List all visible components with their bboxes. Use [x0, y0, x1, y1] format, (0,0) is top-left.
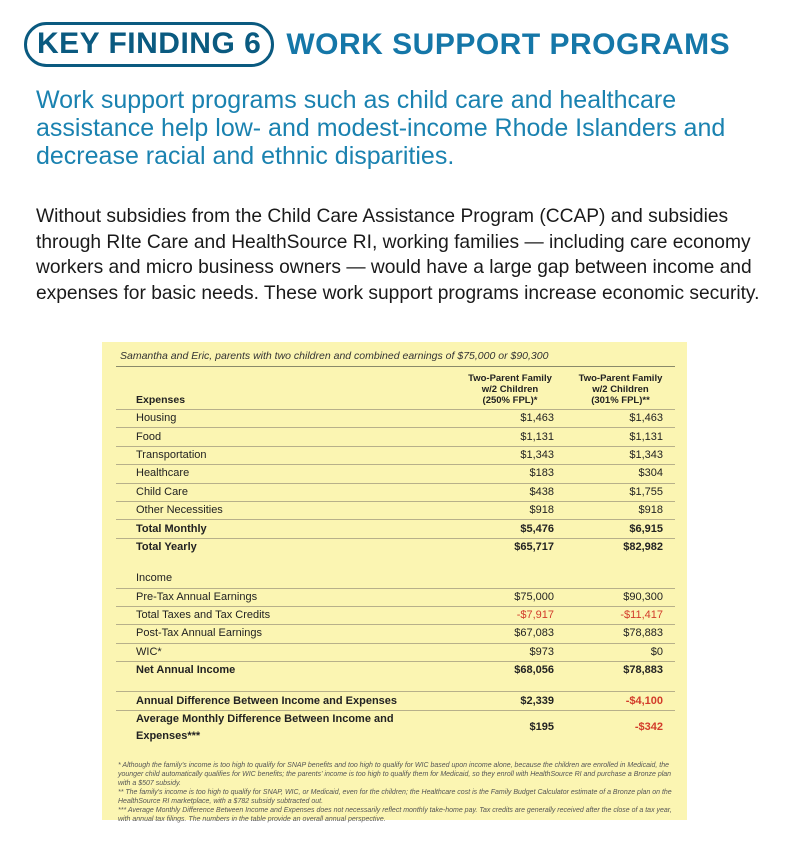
column-header-250fpl	[454, 373, 566, 410]
section-title: WORK SUPPORT PROGRAMS	[286, 27, 731, 61]
row-label: Total Yearly	[116, 538, 454, 556]
subtitle: Work support programs such as child care and healthcare assistance help low- and modest-income Rhode Islanders and decrease racial and ethnic disparities.	[36, 86, 726, 170]
cell-value: $438	[454, 483, 566, 501]
row-label: Pre-Tax Annual Earnings	[116, 588, 454, 606]
income-section-label: Income	[136, 572, 173, 585]
cell-value: $1,131	[454, 428, 566, 446]
cell-value: $1,343	[566, 446, 675, 464]
cell-value: $918	[454, 501, 566, 519]
table-row	[116, 625, 675, 643]
cell-value: $78,883	[566, 662, 675, 680]
page-header	[24, 22, 730, 67]
cell-value-negative: -$342	[566, 710, 675, 745]
cell-value: $2,339	[454, 692, 566, 710]
total-row	[116, 662, 675, 680]
column-header-line: w/2 Children	[481, 384, 539, 395]
column-header-line: (250% FPL)*	[482, 395, 538, 406]
footnote: * Although the family's income is too high to qualify for SNAP benefits and too high to qualify for WIC based upon income alone, because the children are enrolled in Medicaid, the younger child automatically qualifies for WIC benefits; the parents' income is too high to qualify them for Medicaid, so they enroll with HealthSource RI and purchase a Bronze plan with a $507 subsidy.	[118, 761, 672, 787]
table-row	[116, 501, 675, 519]
spacer-row	[116, 679, 675, 692]
cell-value: $1,463	[566, 410, 675, 428]
row-label: Food	[116, 428, 454, 446]
cell-value: $67,083	[454, 625, 566, 643]
spacer-cell	[116, 556, 675, 568]
column-header-line: w/2 Children	[592, 384, 649, 395]
cell-value: $1,343	[454, 446, 566, 464]
cell-value: $195	[454, 710, 566, 745]
cell-value-negative: -$11,417	[566, 606, 675, 624]
cell-value: $65,717	[454, 538, 566, 556]
cell-value: $1,463	[454, 410, 566, 428]
row-label: Housing	[116, 410, 454, 428]
caption-divider	[116, 366, 675, 367]
body-paragraph: Without subsidies from the Child Care Assistance Program (CCAP) and subsidies through RIte Care and HealthSource RI, working families — including care economy workers and micro business owners — would have a large gap between income and expenses for basic needs. These work support programs increase economic security.	[36, 206, 760, 304]
cell-value: $973	[454, 643, 566, 661]
cell-value: $1,131	[566, 428, 675, 446]
expenses-header: Expenses	[136, 394, 186, 406]
spacer-row	[116, 556, 675, 568]
table-row	[116, 643, 675, 661]
cell-value: $183	[454, 465, 566, 483]
total-row	[116, 538, 675, 556]
table-row	[116, 588, 675, 606]
cell-value-negative: -$4,100	[566, 692, 675, 710]
cell-value: $304	[566, 465, 675, 483]
total-row	[116, 520, 675, 538]
row-label: Post-Tax Annual Earnings	[116, 625, 454, 643]
column-header-301fpl	[566, 373, 675, 410]
cell-value: $918	[566, 501, 675, 519]
table-row	[116, 446, 675, 464]
row-label: WIC*	[116, 643, 454, 661]
row-label: Total Monthly	[116, 520, 454, 538]
cell-value: $90,300	[566, 588, 675, 606]
cell-value: $1,755	[566, 483, 675, 501]
column-header-line: (301% FPL)**	[591, 395, 650, 406]
row-label: Transportation	[116, 446, 454, 464]
cell-value: $75,000	[454, 588, 566, 606]
table-caption: Samantha and Eric, parents with two children and combined earnings of $75,000 or $90,300	[120, 350, 549, 362]
cell-value: $82,982	[566, 538, 675, 556]
footnote: ** The family's income is too high to qualify for SNAP, WIC, or Medicaid, even for the children; the Healthcare cost is the Family Budget Calculator estimate of a Bronze plan on the HealthSource RI marketplace, with a $782 subsidy subtracted out.	[118, 788, 672, 805]
table-header-row	[116, 373, 675, 410]
difference-row	[116, 692, 675, 710]
table-row	[116, 410, 675, 428]
column-header-line: Two-Parent Family	[468, 373, 552, 384]
footnote: *** Average Monthly Difference Between Income and Expenses does not necessarily reflect monthly take-home pay. Tax credits are generally received after the close of a tax year, with annual tax filings. The numbers in the table provide an overall annual perspective.	[118, 806, 672, 823]
table-footnotes	[116, 761, 675, 824]
row-label: Net Annual Income	[116, 662, 454, 680]
cell-value: $78,883	[566, 625, 675, 643]
column-header-line: Two-Parent Family	[578, 373, 663, 384]
row-label: Child Care	[116, 483, 454, 501]
cell-value: $0	[566, 643, 675, 661]
cell-value: $6,915	[566, 520, 675, 538]
spacer-cell	[116, 679, 675, 692]
row-label: Average Monthly Difference Between Income and Expenses***	[116, 710, 454, 745]
income-section-row	[116, 568, 675, 588]
row-label: Annual Difference Between Income and Expenses	[116, 692, 454, 710]
cell-value: $5,476	[454, 520, 566, 538]
family-budget-table-card	[102, 342, 687, 823]
key-finding-badge: KEY FINDING 6	[24, 22, 274, 67]
row-label: Other Necessities	[116, 501, 454, 519]
table-row	[116, 606, 675, 624]
table-row	[116, 465, 675, 483]
budget-table	[116, 373, 675, 745]
row-label: Total Taxes and Tax Credits	[116, 606, 454, 624]
table-row	[116, 428, 675, 446]
difference-row	[116, 710, 675, 745]
cell-value-negative: -$7,917	[454, 606, 566, 624]
cell-value: $68,056	[454, 662, 566, 680]
table-row	[116, 483, 675, 501]
row-label: Healthcare	[116, 465, 454, 483]
